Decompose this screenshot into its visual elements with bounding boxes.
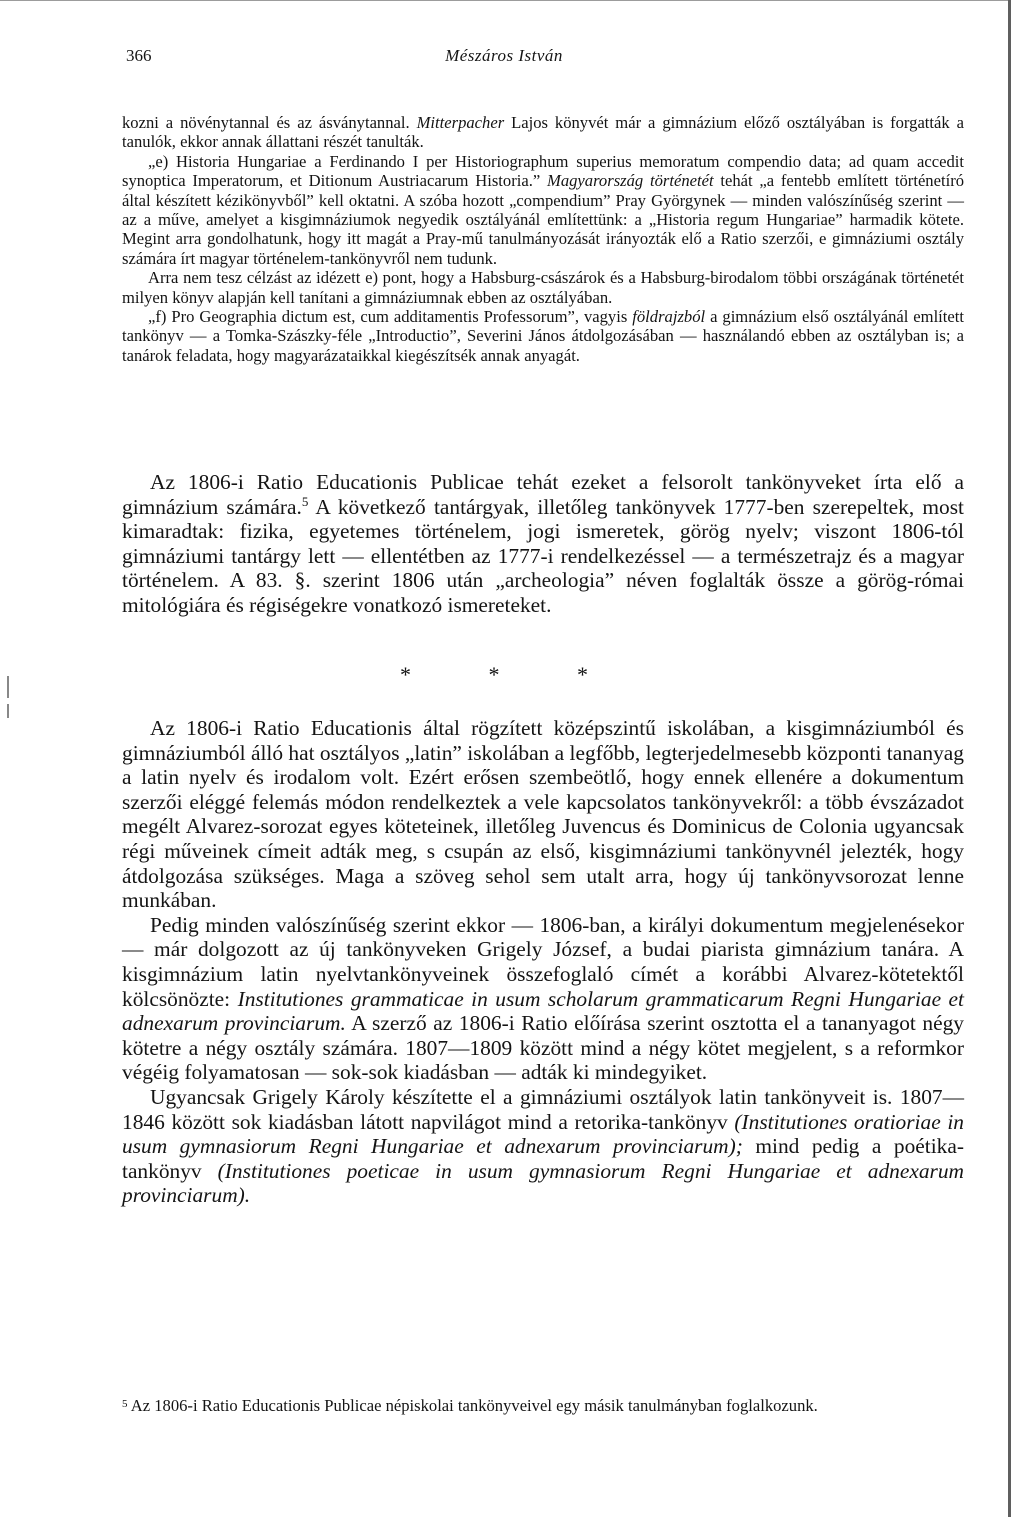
footnote-reference: 5 — [301, 493, 309, 509]
paragraph: „f) Pro Geographia dictum est, cum additamentis Professorum”, vagyis földrajzból a gimnázium első osztályánál említett tankönyv — a Tomka-Szászky-féle „Introductio”, Severini János átdolgozásában — használandó ebben az osztályban is; a tanárok feladata, hogy magyarázataikkal kiegészítsék annak anyagát. — [122, 307, 964, 365]
page-number: 366 — [126, 46, 152, 65]
footnote — [122, 1395, 964, 1415]
page-edge — [1008, 0, 1011, 1517]
paragraph: kozni a növénytannal és az ásványtannal. Mitterpacher Lajos könyvét már a gimnázium előző osztályában is forgatták a tanulók, ekkor annak állattani részét tanulták. — [122, 113, 964, 152]
running-head: Mészáros István — [445, 46, 563, 65]
footnote-mark: 5 — [122, 1398, 128, 1410]
paragraph: „e) Historia Hungariae a Ferdinando I per Historiographum superius memoratum compendio data; ad quam accedit synoptica Imperatorum, et Ditionum Austriacarum Historia.” Magyarország történetét tehát „a fentebb említett történetíró által készített kézikönyvből” kell oktatni. A szóba hozott „compendium” Pray Györgynek — minden valószínűség szerint — az a műve, amelyet a kisgimnáziumok negyedik osztályánál említettünk: a „Historia regum Hungariae” harmadik kötete. Megint arra gondolhatunk, hogy itt magát a Pray-mű tanulmányozását irányozták elő a Ratio szerzői, e gimnáziumi osztály számára írt magyar történelem-tankönyvről nem tudunk. — [122, 151, 965, 268]
paragraph: Pedig minden valószínűség szerint ekkor — 1806-ban, a királyi dokumentum megjelenésekor — már dolgozott az új tankönyveken Grigely József, a budai piarista gimnázium tanára. A kisgimnázium latin nyelvtankönyveinek összefoglaló címét a korábbi Alvarez-kötetektől kölcsönözte: Institutiones grammaticae in usum scholarum grammaticarum Regni Hungariae et adnexarum provinciarum. A szerző az 1806-i Ratio előírása szerint osztotta el a tananyagot négy kötetre a négy osztály számára. 1807—1809 között mind a négy kötet megjelent, s a reformkor végéig folyamatosan — sok-sok kiadásban — adták ki mindegyiket. — [122, 912, 964, 1085]
small-text-block — [122, 113, 964, 365]
top-edge-rule — [0, 0, 1008, 1]
footnote-text: $^5$ Az 1806-i Ratio Educationis Publicae népiskolai tankönyveivel egy másik tanulmányban foglalkozunk. — [122, 1396, 818, 1415]
main-text-block-1 — [122, 470, 964, 618]
scan-mark — [7, 704, 9, 718]
paragraph: Az 1806-i Ratio Educationis Publicae tehát ezeket a felsorolt tankönyveket írta elő a gimnázium számára.$^5$ A következő tantárgyak, illetőleg tankönyvek 1777-ben szerepeltek, most kimaradtak: fizika, egyetemes történelem, jogi ismeretek, görög nyelv; viszont 1806-tól gimnáziumi tantárgy lett — ellentétben az 1777-i rendelkezéssel — a természetrajz és a magyar történelem. A 83. §. szerint 1806 után „archeologia” néven foglalták össze a görög-római mitológiára és régiségekre vonatkozó ismereteket. — [122, 470, 964, 617]
main-text-block-2 — [122, 716, 964, 1208]
paragraph: Az 1806-i Ratio Educationis által rögzített középszintű iskolában, a kisgimnáziumból és gimnáziumból álló hat osztályos „latin” iskolában a legfőbb, legterjedelmesebb központi tananyag a latin nyelv és irodalom volt. Ezért erősen szembeötlő, hogy ennek ellenére a dokumentum szerzői eléggé felemás módon rendelkeztek a vele kapcsolatos tankönyvekről: a több évszázadot megélt Alvarez-sorozat egyes köteteinek, illetőleg Juvencus és Dominicus de Colonia ugyancsak régi műveinek címeit adták meg, s csupán az első, kisgimnáziumi tankönyvnél jelezték, hogy átdolgozása szükséges. Maga a szöveg sehol sem utalt arra, hogy új tankönyvsorozat lenne munkában. — [122, 716, 964, 913]
section-separator: * * * — [400, 662, 624, 687]
paragraph: Ugyancsak Grigely Károly készítette el a gimnáziumi osztályok latin tankönyveit is. 1807—1846 között sok kiadásban látott napvilágot mind a retorika-tankönyv (Institutiones oratioriae in usum gymnasiorum Regni Hungariae et adnexarum provinciarum); mind pedig a poétika-tankönyv (Institutiones poeticae in usum gymnasiorum Regni Hungariae et adnexarum provinciarum). — [122, 1084, 964, 1208]
paragraph: Arra nem tesz célzást az idézett e) pont, hogy a Habsburg-császárok és a Habsburg-birodalom többi országának történetét milyen könyv alapján kell tanítani a gimnáziumnak ebben az osztályában. — [122, 268, 964, 307]
